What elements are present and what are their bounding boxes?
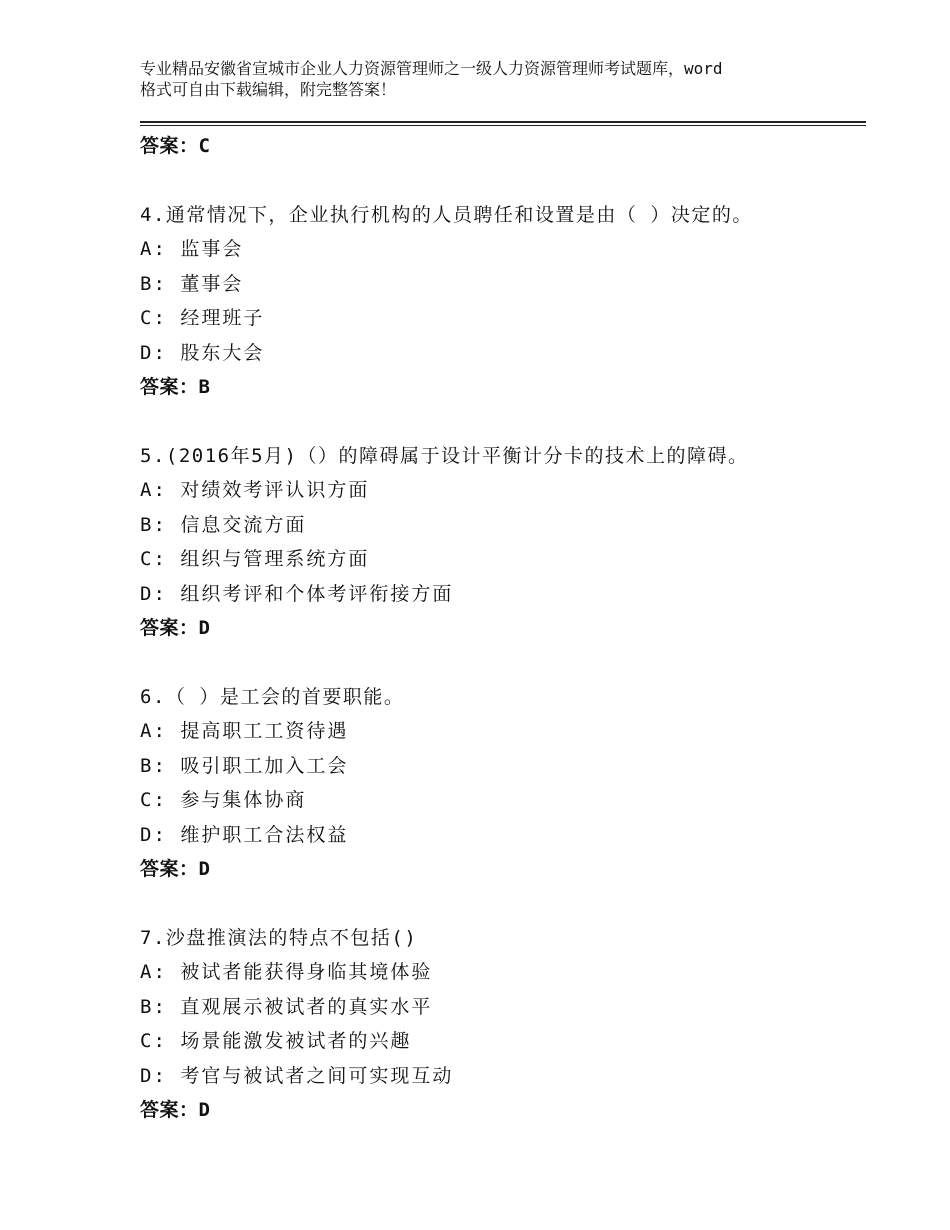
spacer: [140, 164, 866, 198]
answer-label: 答案：D: [140, 1099, 211, 1121]
question-block: [140, 921, 866, 1128]
question-block: [140, 439, 866, 646]
header-line-1: 专业精品安徽省宣城市企业人力资源管理师之一级人力资源管理师考试题库，word: [140, 59, 723, 78]
option-d: D: 考官与被试者之间可实现互动: [140, 1064, 454, 1087]
option-b: B: 信息交流方面: [140, 513, 307, 536]
header-line-2: 格式可自由下载编辑，附完整答案！: [140, 80, 397, 99]
option-c: C: 场景能激发被试者的兴趣: [140, 1030, 412, 1052]
option-c: C: 组织与管理系统方面: [140, 548, 370, 570]
option-c: C: 经理班子: [140, 307, 265, 329]
answer-label: 答案：D: [140, 617, 211, 639]
question-block: [140, 198, 866, 405]
question-list: [140, 129, 866, 1128]
option-d: D: 股东大会: [140, 341, 265, 364]
question-title: 4.通常情况下，企业执行机构的人员聘任和设置是由（ ）决定的。: [140, 203, 753, 226]
answer-label: 答案：D: [140, 858, 211, 880]
question-title: 6.（ ）是工会的首要职能。: [140, 685, 405, 708]
option-a: A: 提高职工工资待遇: [140, 720, 349, 742]
option-b: B: 董事会: [140, 272, 244, 295]
option-a: A: 监事会: [140, 238, 244, 260]
previous-answer: 答案：C: [140, 135, 211, 157]
option-d: D: 组织考评和个体考评衔接方面: [140, 582, 454, 605]
document-header: [140, 58, 840, 100]
header-divider-thin: [140, 125, 866, 126]
question-title: 5.(2016年5月)（）的障碍属于设计平衡计分卡的技术上的障碍。: [140, 444, 749, 467]
spacer: [140, 646, 866, 680]
spacer: [140, 887, 866, 921]
question-title: 7.沙盘推演法的特点不包括(): [140, 926, 418, 949]
option-c: C: 参与集体协商: [140, 789, 307, 811]
option-b: B: 吸引职工加入工会: [140, 754, 349, 777]
option-b: B: 直观展示被试者的真实水平: [140, 995, 433, 1018]
header-divider-thick: [140, 121, 866, 123]
option-d: D: 维护职工合法权益: [140, 823, 349, 846]
option-a: A: 被试者能获得身临其境体验: [140, 961, 433, 983]
option-a: A: 对绩效考评认识方面: [140, 479, 370, 501]
answer-label: 答案：B: [140, 376, 211, 398]
spacer: [140, 405, 866, 439]
question-block: [140, 680, 866, 887]
